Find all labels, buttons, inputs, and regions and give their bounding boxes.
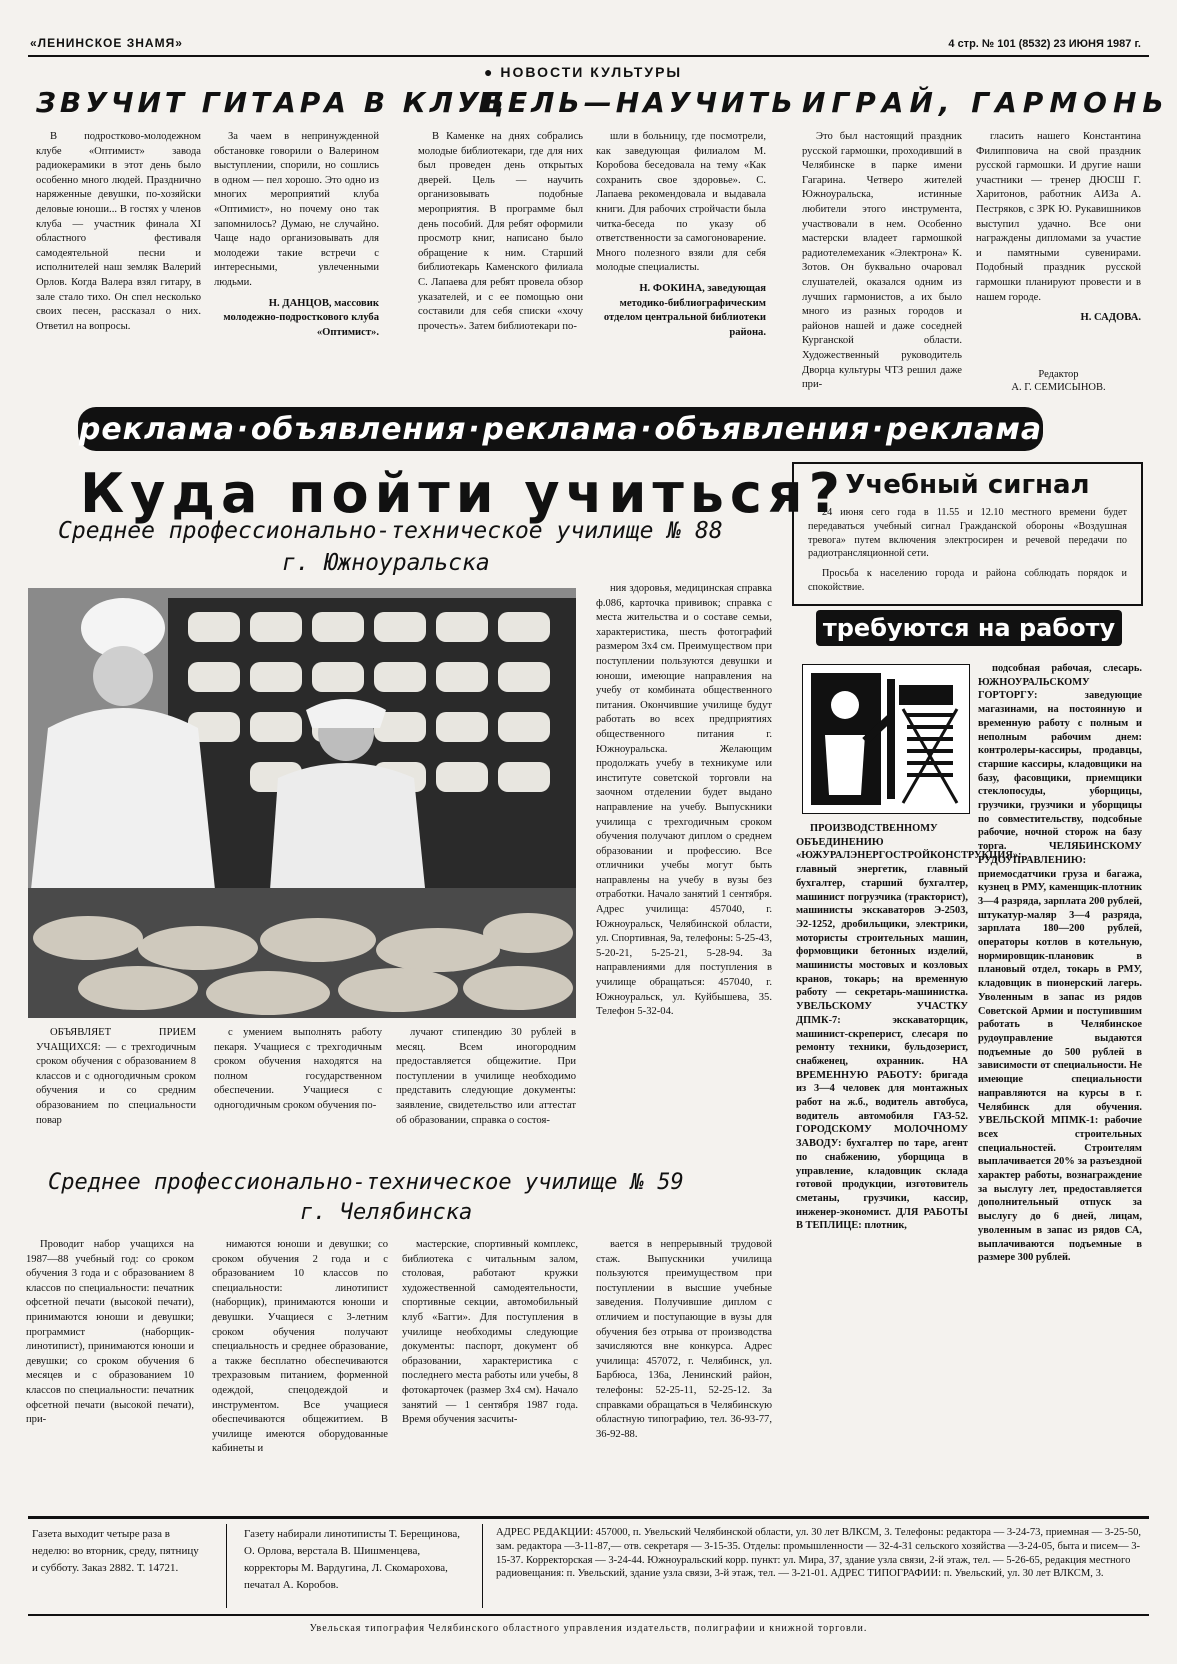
footer-rule-top — [28, 1516, 1149, 1519]
bakery-photo-illustration — [28, 588, 576, 1018]
article-accordion-signature: Н. САДОВА. — [1080, 312, 1141, 324]
school88-text-b: с умением выполнять работу пекаря. Учащиеся с трехгодичным сроком обучения находятся на полном государственном обеспечении. Учащиеся с одногодичным сроком обучения по- — [214, 1027, 382, 1111]
article-accordion-text2: гласить нашего Константина Филипповича на свой праздник русской гармошки. И другие наши участники — тренер ДЮСШ Г. Харитонов, работник АИЗа А. Пестряков, с ЗРК Ю. Рукавишников выступил удачно. Все они награждены дипломами за участие и памятными сувенирами. Подобный праздник русской гармошки планируют провести и в нашем городе. — [976, 131, 1141, 303]
footer-divider — [226, 1524, 227, 1608]
school59-text1: Проводит набор учащихся на 1987—88 учебный год: со сроком обучения 3 года и с образованием 8 классов по специальности: печатник офсетной печати (высокой печати), принимаются юноши и девушки; программист (наборщик-линотипист), принимаются юноши и девушки; со сроком обучения 6 месяцев и с образованием 10 классов по специальности: печатник офсетной печати (высокой печати), при- — [26, 1239, 194, 1426]
article-accordion-text1: Это был настоящий праздник русской гармошки, проходивший в Челябинске в парке имени Гагарина. Четверо жителей Южноуральска, истинные любители этого инструмента, участвовали в нем. Особенно мастерски владеет гармошкой радиотелемеханик «Электрона» К. Зотов. Он буквально очаровал слушателей, оказался одним из лучших гармонистов, а их было много из разных городов и районов нашей и даже соседней Курганской области. Художественный руководитель Дворца культуры ЧТЗ решил даже при- — [802, 131, 962, 391]
editor-label: Редактор — [1038, 369, 1079, 380]
article-guitar-text2: За чаем в непринужденной обстановке говорили о Валерином выступлении, спорили, но сошлись в одном — пел хорошо. Это одно из многих мероприятий клуба «Оптимист», но почему оно так запомнилось? Думаю, не случайно. Чаще надо организовывать для молодежи такие встречи с интересными, увлеченными людьми. — [214, 131, 379, 288]
section-rubric: ● НОВОСТИ КУЛЬТУРЫ — [484, 64, 683, 80]
article-guitar-col2 — [214, 130, 379, 394]
article-accordion-col1 — [802, 130, 962, 394]
school88-col-a — [36, 1026, 196, 1152]
school88-col-c — [396, 1026, 576, 1152]
footer-credits: Газету набирали линотиписты Т. Берещинова, О. Орлова, верстала В. Шишменцева, корректоры М. Вардугина, Л. Скомарохова, печатал А. Коробов. — [244, 1528, 461, 1591]
bakery-photo — [28, 588, 576, 1018]
school59-col3 — [402, 1238, 578, 1500]
jobs-text-right: подсобная рабочая, слесарь. ЮЖНОУРАЛЬСКОМУ ГОРТОРГУ: заведующие магазинами, на постоянную и временную работу с полным и неполным рабочим днем: контролеры-кассиры, продавцы, старшие кассиры, кладовщики на базу, фасовщики, приемщики стеклопосуды, уборщицы, грузчики, грузчики и уборщицы по совместительству, подсобные рабочие, ночной сторож на базу торга. ЧЕЛЯБИНСКОМУ РУДОУПРАВЛЕНИЮ: приемосдатчики груза и багажа, кузнец в РМУ, каменщик-плотник 3—4 разряда, зарплата 200 рублей, штукатур-маляр 3—4 разряда, зарплата 180—200 рублей, операторы котлов в котельную, нормировщик-плановик в плановый отдел, токарь в РМУ, кладовщик в пионерский лагерь. Уволенным в запас из рядов Советской Армии и поступившим работать в Челябинское рудоуправление выдаются подъемные до 500 рублей в зависимости от специальности. Не имеющие специальности направляются на курсы в г. Челябинск для обучения. УВЕЛЬСКОЙ МПМК-1: рабочие всех строительных специальностей. Строителям выплачивается 20% за разъездной характер работы, вознаграждение за выслугу лет, предоставляется дополнительный отпуск за выслугу до 6 дней, лицам, уволенным в запас из рядов СА, выплачиваются подъемные в размере 300 рублей. — [978, 663, 1142, 1264]
jobs-col-left — [796, 822, 1022, 1482]
school59-col4 — [596, 1238, 772, 1500]
article-accordion-col2 — [976, 130, 1141, 362]
training-signal-text2: Просьба к населению города и района соблюдать порядок и спокойствие. — [808, 568, 1127, 593]
training-signal-text — [794, 506, 1141, 595]
article-guitar-title: ЗВУЧИТ ГИТАРА В КЛУБЕ — [36, 86, 532, 119]
newspaper-name: «ЛЕНИНСКОЕ ЗНАМЯ» — [30, 36, 183, 50]
article-teach-col1 — [418, 130, 583, 394]
school88-col-right — [596, 582, 772, 1122]
school59-col2 — [212, 1238, 388, 1500]
footer-address: АДРЕС РЕДАКЦИИ: 457000, п. Увельский Челябинской области, ул. 30 лет ВЛКСМ, 3. Телефоны: редактора — 3-24-73, приемная — 3-25-50, зам. редактора —3-11-87,— отв. секретаря — 3-15-35. Отделы: промышленности — 32-4-31 сельского хозяйства —3-24-05, быта и писем— 3-15-37. Корректорская — 3-24-44. Южноуральский корр. пункт: ул. Мира, 37, здание узла связи, 2-й этаж, тел. — 5-26-65, редакция местного радиовещания: п. Увельский, здание узла связи, 3-й этаж, тел. — 3-21-01. АДРЕС ТИПОГРАФИИ: п. Увельский, ул. 30 лет ВЛКСМ, 3. — [496, 1527, 1142, 1580]
footer-schedule: Газета выходит четыре раза в неделю: во вторник, среду, пятницу и субботу. Заказ 2882. Т. 14721. — [32, 1528, 199, 1574]
school59-text3: мастерские, спортивный комплекс, библиотека с читальным залом, столовая, работают кружки художественной самодеятельности, спортивные секции, автомобильный клуб «Багги». Для поступления в училище необходимы следующие документы: паспорт, документ об образовании, характеристика с последнего места работы или учебы, 8 фотокарточек (размер 3х4 см). Начало занятий — 1 сентября 1987 года. Время обучения засчиты- — [402, 1239, 578, 1426]
banner-dot: · — [236, 411, 250, 447]
article-teach-text1: В Каменке на днях собрались молодые библиотекари, где для них был проведен день открытых дверей. Цель — научить организовывать подобные мероприятия. В программе был день пособий. Для ребят оформили просмотр книг, написано было обращение к ним. Старший библиотекарь Каменского филиала С. Лапаева для ребят провела обзор указателей, и с ее помощью они составили для себя списки «хочу прочесть». Затем библиотекари по- — [418, 131, 583, 332]
editor-block — [976, 368, 1141, 394]
banner-word: реклама — [482, 411, 639, 447]
banner-dot: · — [871, 411, 885, 447]
article-guitar-text1: В подростково-молодежном клубе «Оптимист» завода радиокерамики в этот день было особенно много людей. Празднично наряженные девушки, по-хозяйски деловые юноши... В гостях у членов клуба — участник финала XI областного фестиваля самодеятельной песни и исполнителей наш земляк Валерий Орлов. Когда Валера взял гитару, в зале стало тихо. Он спел несколько своих песен, рассказал о них. Ответил на вопросы. — [36, 131, 201, 332]
training-signal-title: Учебный сигнал — [845, 470, 1090, 500]
jobs-banner: требуются на работу — [816, 610, 1122, 646]
issue-info: 4 стр. № 101 (8532) 23 ИЮНЯ 1987 г. — [948, 38, 1141, 50]
ads-banner — [78, 407, 1043, 451]
banner-dot: · — [468, 411, 481, 447]
school88-subtitle: Среднее профессионально-техническое училище № 88 — [58, 518, 723, 544]
footer-divider — [482, 1524, 483, 1608]
school88-text-right: ния здоровья, медицинская справка ф.086, карточка прививок; справка с места жительства и о составе семьи, характеристика, шесть фотографий размером 3х4 см. Преимуществом при поступлении пользуются девушки и юноши, имеющие направления на учебу от комбината общественного питания. Окончившие училище будут работать во всех предприятиях общественного питания г. Южноуральска. Желающим продолжать учебу в техникуме или институте советской торговли на заочном отделении будет выдано направление на учебу. Выпускники училища с трехгодичным сроком обучения получают диплом о среднем образовании и профессию. Все отличники учебы могут быть направлены на учебу в вузы без отработки. Начало занятий 1 сентября. Адрес училища: 457040, г. Южноуральск, Челябинской области, ул. Спортивная, 9а, телефоны: 5-25-43, 5-20-21, 5-25-21, 5-28-94. За направлениями для поступления в училище обращаться: 457040, г. Южноуральск, ул. Куйбышева, 35. Телефон 5-32-04. — [596, 583, 772, 1018]
school59-subtitle: Среднее профессионально-техническое училище № 59 — [48, 1170, 684, 1195]
banner-word: объявления — [654, 411, 871, 447]
worker-icon — [803, 665, 969, 813]
footer-rule-bottom — [28, 1614, 1149, 1616]
school59-text2: нимаются юноши и девушки; со сроком обучения 2 года и с образованием 10 классов по специальности: линотипист (наборщик), принимаются юноши и девушки. Учащиеся с 3-летним сроком обучения получают специальность и среднее образование, а также бесплатно обеспечиваются трехразовым питанием, форменной одеждой, спецодеждой и инструментом. Все учащиеся обеспечиваются общежитием. В училище имеются оборудованные кабинеты и — [212, 1239, 388, 1455]
jobs-col-right — [978, 662, 1142, 1502]
article-teach-col2 — [596, 130, 766, 394]
masthead-rule — [28, 55, 1149, 57]
school88-col-b — [214, 1026, 382, 1152]
article-teach-signature: Н. ФОКИНА, заведующая методико-библиографическим отделом центральной библиотеки района. — [603, 282, 766, 338]
banner-dot: · — [640, 411, 653, 447]
school88-text-a: ОБЪЯВЛЯЕТ ПРИЕМ УЧАЩИХСЯ: — с трехгодичным сроком обучения с образованием 8 классов и с одногодичным сроком обучения и со средним образованием по специальности повар — [36, 1027, 196, 1126]
school59-col1 — [26, 1238, 194, 1500]
training-signal-box — [792, 462, 1143, 606]
banner-word: реклама — [885, 411, 1043, 447]
worker-illustration — [802, 664, 970, 814]
ad-main-title: Куда пойти учиться? — [80, 462, 846, 525]
editor-name: А. Г. СЕМИСЫНОВ. — [1011, 382, 1106, 393]
school59-text4: вается в непрерывный трудовой стаж. Выпускники училища пользуются преимуществом при поступлении в высшие учебные заведения. Получившие диплом с отличием и поступающие в вузы для обучения без отрыва от производства зачисляются вне конкурса. Адрес училища: 457072, г. Челябинск, ул. Барбюса, 136а, Ленинский район, телефоны: 52-25-11, 52-25-12. За справками обращаться в Челябинскую областную типографию, тел. 36-93-77, 36-92-88. — [596, 1239, 772, 1440]
article-teach-title: ЦЕЛЬ—НАУЧИТЬ — [478, 86, 797, 119]
banner-word: реклама — [78, 411, 236, 447]
article-guitar-col1 — [36, 130, 201, 394]
banner-word: объявления — [250, 411, 467, 447]
article-teach-text2: шли в больницу, где посмотрели, как заведующая филиалом М. Коробова беседовала на тему «Как сохранить свое здоровье». С. Лапаева рекомендовала и выдавала книги. Для рабочих стройчасти была читка-беседа по указу об ответственности за самогоноварение. Много полезного взяли для себя молодые специалисты. — [596, 131, 766, 274]
school59-city: г. Челябинска — [300, 1200, 473, 1225]
school88-city: г. Южноуральска — [282, 550, 490, 576]
footer-imprint: Увельская типография Челябинского областного управления издательств, полиграфии и книжной торговли. — [309, 1623, 868, 1634]
article-guitar-signature: Н. ДАНЦОВ, массовик молодежно-подросткового клуба «Оптимист». — [223, 297, 379, 338]
article-accordion-title: ИГРАЙ, ГАРМОНЬ — [802, 86, 1170, 119]
jobs-text-left: ПРОИЗВОДСТВЕННОМУ ОБЪЕДИНЕНИЮ «ЮЖУРАЛЭНЕРГОСТРОЙКОНСТРУКЦИЯ»: главный энергетик, главный бухгалтер, старший бухгалтер, машинист погрузчика (тракторист), машинисты экскаваторов Э-2503, Э2-1252, дробильщики, электрики, мотористы строительных машин, формовщики бетонных изделий, машинисты мостовых и козловых кранов, токарь; на временную работу — секретарь-машинистка. УВЕЛЬСКОМУ УЧАСТКУ ДПМК-7: экскаваторщик, машинист-скреперист, слесаря по ремонту техники, бульдозерист, снабженец, охранник. НА ВРЕМЕННУЮ РАБОТУ: бригада из 3—4 человек для монтажных работ на ж.б., водитель автобуса, водитель автомобиля ГАЗ-52. ГОРОДСКОМУ МОЛОЧНОМУ ЗАВОДУ: бухгалтер по таре, агент по снабжению, уборщица в управление, кладовщик склада готовой продукции, изготовитель сметаны, грузчики, кассир, инженер-экономист. ДЛЯ РАБОТЫ В ТЕПЛИЦЕ: плотник, — [796, 823, 1022, 1232]
school88-text-c: лучают стипендию 30 рублей в месяц. Всем иногородним предоставляется общежитие. При поступлении в училище необходимо представить следующие документы: заявление, свидетельство или аттестат об образовании, справка о состоя- — [396, 1027, 576, 1126]
training-signal-text1: 24 июня сего года в 11.55 и 12.10 местного времени будет передаваться учебный сигнал Гражданской обороны «Воздушная тревога» путем включения электросирен и речевой передачи по радиотрансляционной сети. — [808, 507, 1127, 560]
